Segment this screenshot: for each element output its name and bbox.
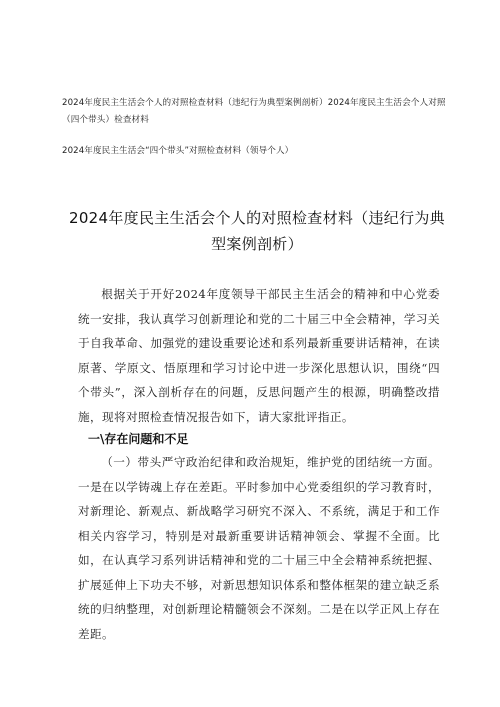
document-title: 2024年度民主生活会个人的对照检查材料（违纪行为典型案例剖析） [69, 209, 445, 253]
section-heading: 一\存在问题和不足 [88, 432, 189, 446]
toc-entry-2[interactable]: 2024年度民主生活会“四个带头”对照检查材料（领导个人） [62, 146, 294, 156]
intro-paragraph: 根据关于开好2024年度领导干部民主生活会的精神和中心党委统一安排，我认真学习创新理论和党的二十届三中全会精神，学习关于自我革命、加强党的建设重要论述和系列最新重要讲话精神，在读原著、学原文、悟原理和学习讨论中进一步深化思想认识，围绕“四个带头”，深入剖析存在的问题，反思问题产生的根源，明确整改措施，现将对照检查情况报告如下，请大家批评指正。 [78, 287, 440, 424]
toc-entry-1[interactable]: 2024年度民主生活会个人的对照检查材料（违纪行为典型案例剖析）2024年度民主生活会个人对照（四个带头）检查材料 [62, 98, 446, 125]
section-paragraph: （一）带头严守政治纪律和政治规矩，维护党的团结统一方面。一是在以学铸魂上存在差距。平时参加中心党委组织的学习教育时，对新理论、新观点、新战略学习研究不深入、不系统，满足于和工作相关内容学习，特别是对最新重要讲话精神领会、掌握不全面。比如，在认真学习系列讲话精神和党的二十届三中全会精神系统把握、扩展延伸上下功夫不够，对新思想知识体系和整体框架的建立缺乏系统的归纳整理，对创新理论精髓领会不深刻。二是在以学正风上存在差距。 [78, 455, 440, 641]
